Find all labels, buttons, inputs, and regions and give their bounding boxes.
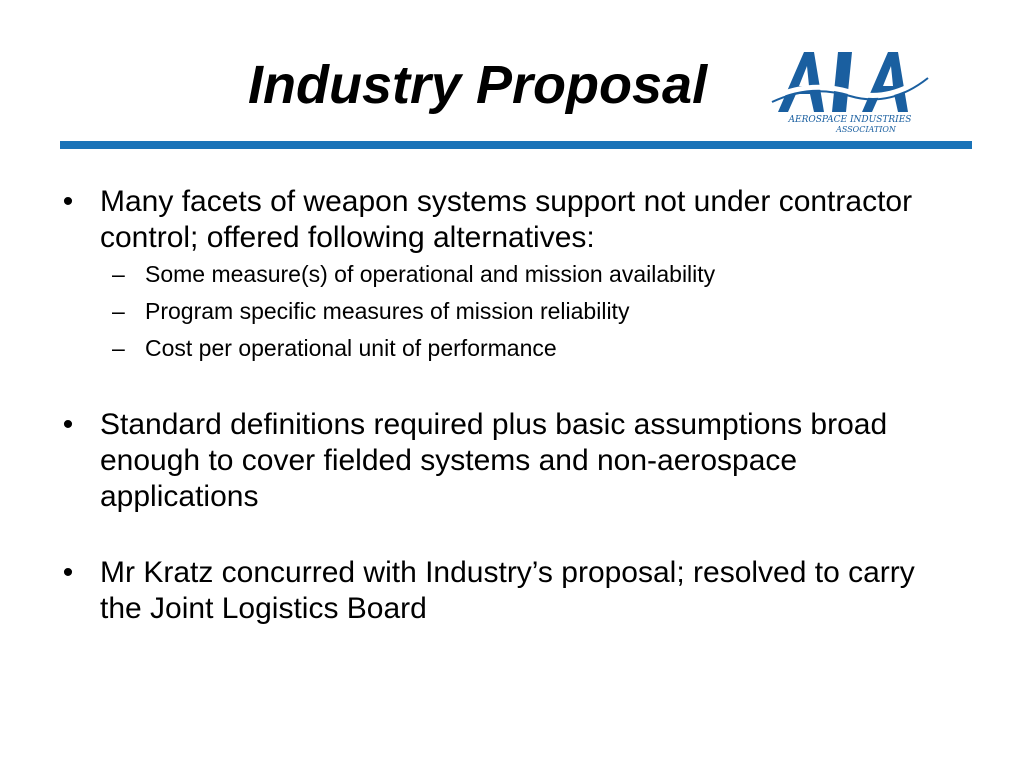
bullet-mark: • xyxy=(62,408,74,441)
bullet-item xyxy=(56,407,956,515)
logo-line1: AEROSPACE INDUSTRIES xyxy=(788,115,912,125)
dash-mark: – xyxy=(112,335,125,361)
dash-mark: – xyxy=(112,261,125,287)
bullet-mark: • xyxy=(62,185,74,218)
aia-logo xyxy=(770,40,930,136)
bullet-text: Many facets of weapon systems support not under contractor control; offered following alternatives: xyxy=(100,185,913,254)
dash-mark: – xyxy=(112,298,125,324)
sub-bullet-text: Cost per operational unit of performance xyxy=(145,335,557,361)
logo-line2: ASSOCIATION xyxy=(836,125,896,134)
slide-body xyxy=(56,184,956,627)
sub-bullet-text: Program specific measures of mission reliability xyxy=(145,298,630,324)
sub-bullet-text: Some measure(s) of operational and mission availability xyxy=(145,261,716,287)
sub-bullet-item xyxy=(56,256,956,293)
sub-bullet-item xyxy=(56,330,956,367)
bullet-item xyxy=(56,555,956,627)
bullet-text: Mr Kratz concurred with Industry’s proposal; resolved to carry the Joint Logistics Board xyxy=(100,556,915,625)
sub-bullet-item xyxy=(56,293,956,330)
bullet-item xyxy=(56,184,956,256)
bullet-text: Standard definitions required plus basic assumptions broad enough to cover fielded systems and non-aerospace applications xyxy=(100,408,888,513)
title-divider xyxy=(60,141,972,149)
bullet-mark: • xyxy=(62,556,74,589)
slide-title: Industry Proposal xyxy=(248,55,708,115)
